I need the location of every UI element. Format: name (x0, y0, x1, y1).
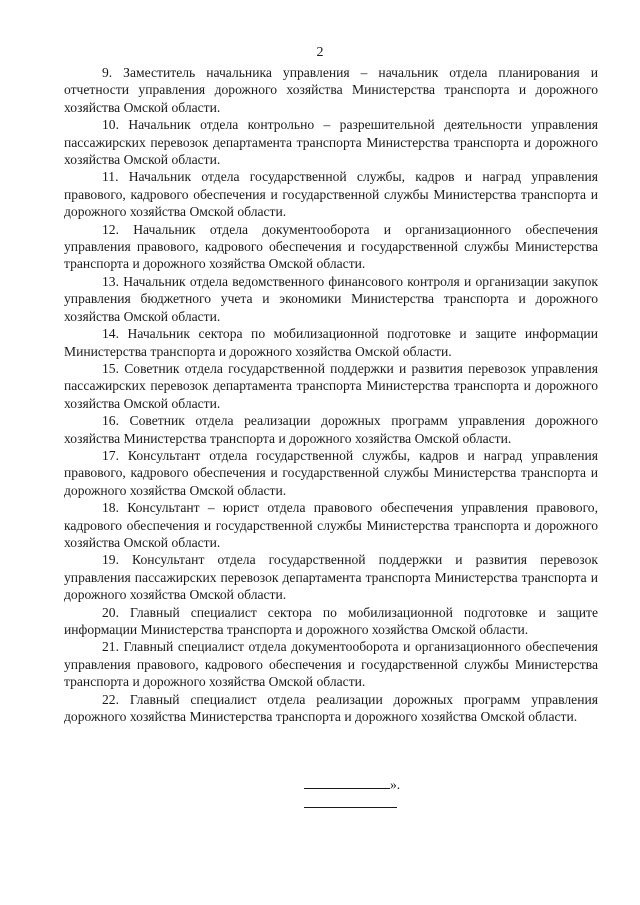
list-item: 21. Главный специалист отдела документооборота и организационного обеспечения управления правового, кадрового обеспечения и государственной службы Министерства транспорта и дорожного хозяйства Омской области. (64, 639, 598, 690)
list-item: 17. Консультант отдела государственной службы, кадров и наград управления правового, кадрового обеспечения и государственной службы Министерства транспорта и дорожного хозяйства Омской области. (64, 447, 598, 498)
list-item: 16. Советник отдела реализации дорожных программ управления дорожного хозяйства Министерства транспорта и дорожного хозяйства Омской области. (64, 413, 598, 446)
list-item: 19. Консультант отдела государственной поддержки и развития перевозок управления пассажирских перевозок департамента транспорта Министерства транспорта и дорожного хозяйства Омской области. (64, 552, 598, 603)
list-item: 22. Главный специалист отдела реализации дорожных программ управления дорожного хозяйства Министерства транспорта и дорожного хозяйства Омской области. (64, 691, 598, 725)
list-item: 10. Начальник отдела контрольно – разрешительной деятельности управления пассажирских перевозок департамента транспорта Министерства транспорта и дорожного хозяйства Омской области. (64, 117, 598, 168)
list-item: 11. Начальник отдела государственной службы, кадров и наград управления правового, кадрового обеспечения и государственной службы Министерства транспорта и дорожного хозяйства Омской области. (64, 169, 598, 220)
closing-line (304, 776, 400, 793)
list-item: 9. Заместитель начальника управления – начальник отдела планирования и отчетности управления дорожного хозяйства Министерства транспорта и дорожного хозяйства Омской области. (64, 65, 598, 115)
list-item: 13. Начальник отдела ведомственного финансового контроля и организации закупок управления бюджетного учета и экономики Министерства транспорта и дорожного хозяйства Омской области. (64, 273, 598, 324)
list-item: 12. Начальник отдела документооборота и организационного обеспечения управления правового, кадрового обеспечения и государственной службы Министерства транспорта и дорожного хозяйства Омской области. (64, 221, 598, 272)
closing-quote-mark: ». (390, 777, 401, 792)
position-list (64, 64, 598, 725)
closing-blank-line (304, 776, 390, 789)
list-item: 15. Советник отдела государственной поддержки и развития перевозок управления пассажирских перевозок департамента транспорта Министерства транспорта и дорожного хозяйства Омской области. (64, 360, 598, 411)
end-of-document-rule (304, 807, 397, 808)
list-item: 14. Начальник сектора по мобилизационной подготовке и защите информации Министерства транспорта и дорожного хозяйства Омской области. (64, 326, 598, 359)
page-number: 2 (316, 45, 324, 60)
list-item: 18. Консультант – юрист отдела правового обеспечения управления правового, кадрового обеспечения и государственной службы Министерства транспорта и дорожного хозяйства Омской области. (64, 500, 598, 550)
list-item: 20. Главный специалист сектора по мобилизационной подготовке и защите информации Министерства транспорта и дорожного хозяйства Омской области. (64, 604, 598, 637)
